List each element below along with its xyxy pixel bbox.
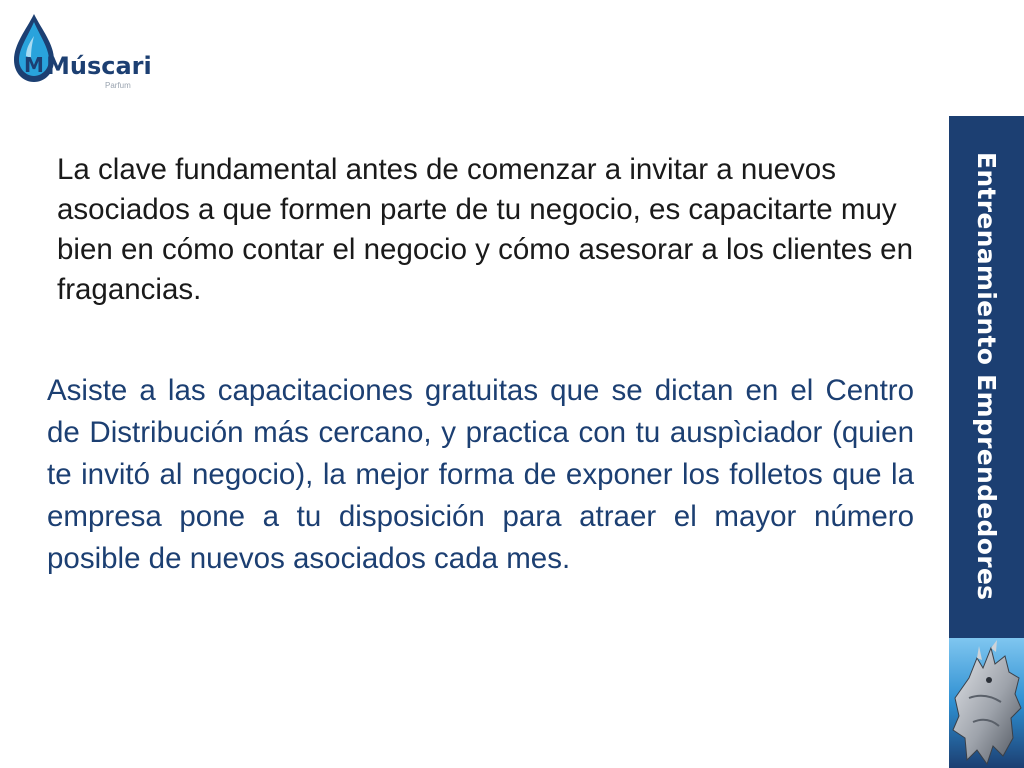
banner-title: Entrenamiento Emprendedores	[972, 151, 1001, 601]
muscari-logo	[12, 12, 152, 92]
svg-text:M: M	[24, 53, 44, 77]
logo-subtext: Parfum	[105, 81, 131, 90]
training-paragraph: Asiste a las capacitaciones gratuitas que se dictan en el Centro de Distribución más cercano, y practica con tu auspìciador (quien te invitó al negocio), la mejor forma de exponer los folletos que la empresa pone a tu disposición para atraer el mayor número posible de nuevos asociados cada mes.	[47, 374, 914, 575]
logo-wordmark: Múscari	[46, 52, 152, 80]
rhino-icon	[949, 638, 1024, 768]
side-banner	[949, 116, 1024, 768]
intro-paragraph: La clave fundamental antes de comenzar a invitar a nuevos asociados a que formen parte de tu negocio, es capacitarte muy bien en cómo contar el negocio y cómo asesorar a los clientes en fragancias.	[57, 153, 913, 306]
banner-title-wrap	[949, 116, 1024, 636]
